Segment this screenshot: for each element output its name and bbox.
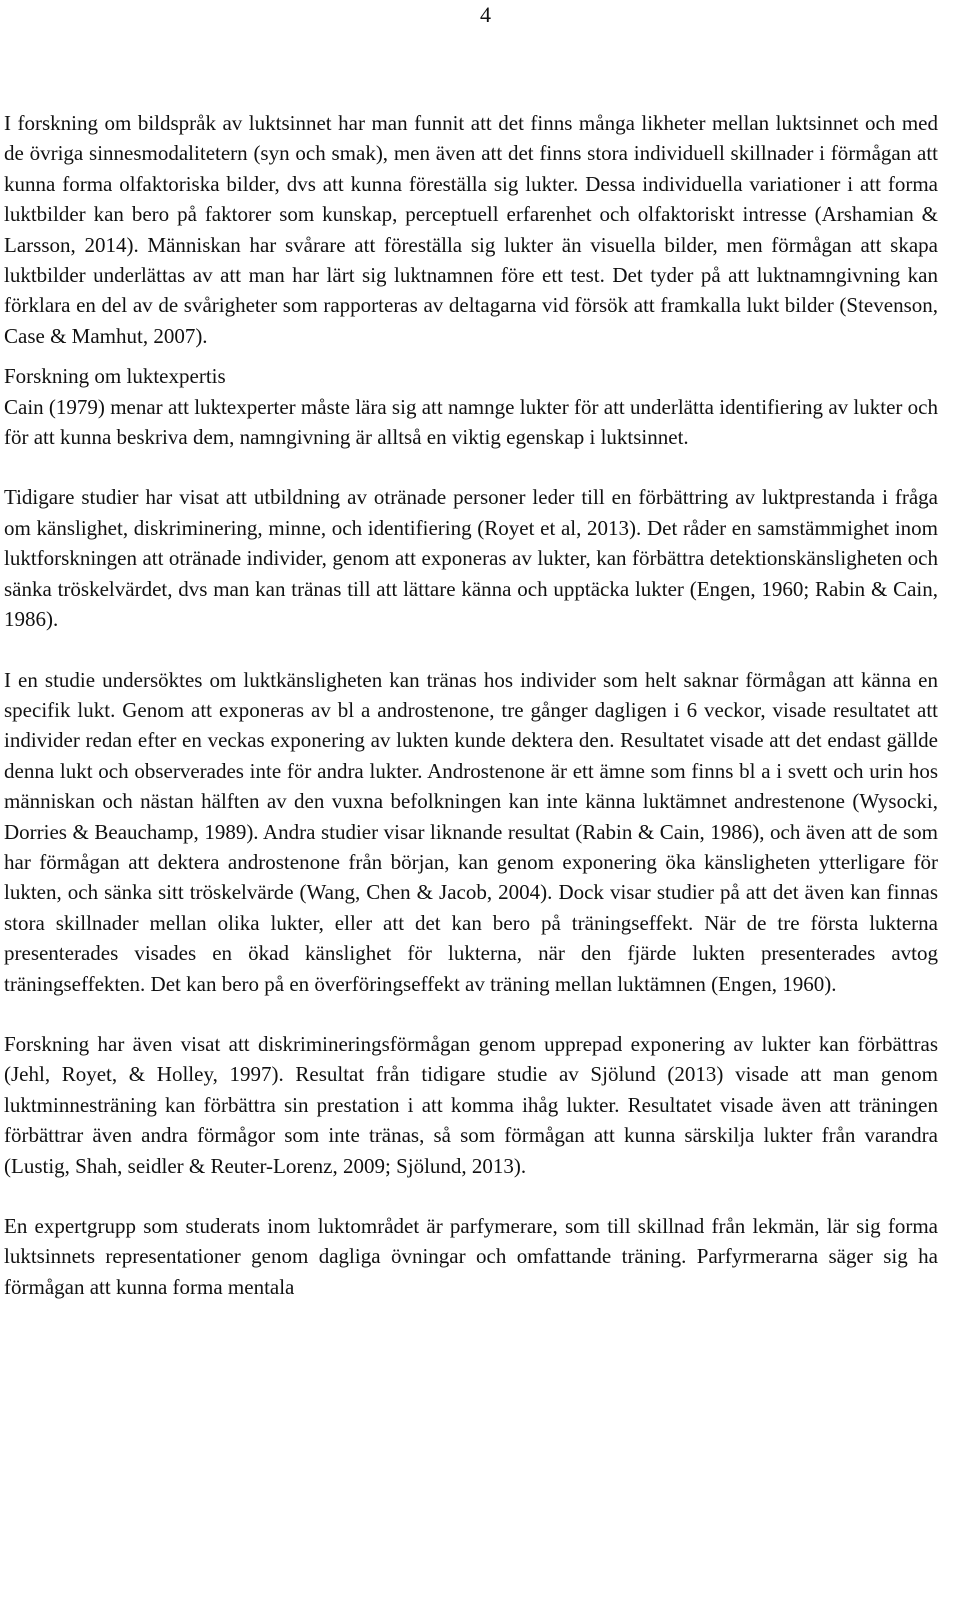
paragraph-spacer [4,1181,938,1211]
paragraph-androstenone-study: I en studie undersöktes om luktkänsligheten kan tränas hos individer som helt saknar förmågan att känna en specifik lukt. Genom att exponeras av bl a androstenone, tre gånger dagligen i 6 veckor, visade resultatet att individer redan efter en veckas exponering av lukten kunde dektera den. Resultatet visade att det endast gällde denna lukt och observerades inte för andra lukter. Androstenone är ett ämne som finns bl a i svett och urin hos människan och nästan hälften av den vuxna befolkningen kan inte känna luktämnet andrestenone (Wysocki, Dorries & Beauchamp, 1989). Andra studier visar liknande resultat (Rabin & Cain, 1986), och även att de som har förmågan att dektera androstenone från början, kan genom exponering öka känsligheten ytterligare för lukten, och sänka sitt tröskelvärde (Wang, Chen & Jacob, 2004). Dock visar studier på att det även kan finnas stora skillnader mellan olika lukter, eller att det kan bero på träningseffekt. När de tre första lukterna presenterades visades en ökad känslighet för lukterna, när den fjärde lukten presenterades avtog träningseffekten. Det kan bero på en överföringseffekt av träning mellan luktämnen (Engen, 1960). [4,667,938,996]
paragraph-spacer [4,635,938,665]
paragraph-olfactory-imagery: I forskning om bildspråk av luktsinnet har man funnit att det finns många likheter mellan luktsinnet och med de övriga sinnesmodalitetern (syn och smak), men även att det finns stora individuell skillnader i förmågan att kunna forma olfaktoriska bilder, dvs att kunna föreställa sig lukter. Dessa individuella variationer i att forma luktbilder kan bero på faktorer som kunskap, perceptuell erfarenhet och olfaktoriskt intresse (Arshamian & Larsson, 2014). Människan har svårare att föreställa sig lukter än visuella bilder, men förmågan att skapa luktbilder underlättas av att man har lärt sig luktnamnen före ett test. Det tyder på att luktnamngivning kan förklara en del av de svårigheter som rapporteras av deltagarna vid försök att framkalla lukt bilder (Stevenson, Case & Mamhut, 2007). [4,111,938,348]
paragraph-spacer [4,452,938,482]
paragraph-spacer [4,999,938,1029]
paragraph-discrimination-training: Forskning har även visat att diskrimineringsförmågan genom upprepad exponering av lukter kan förbättras (Jehl, Royet, & Holley, 1997). Resultat från tidigare studie av Sjölund (2013) visade att man genom luktminnesträning kan förbättra sin prestation i att komma ihåg lukter. Resultatet visade även att träningen förbättrar även andra förmågor som inte tränas, så som förmågan att kunna särskilja lukter från varandra (Lustig, Shah, seidler & Reuter-Lorenz, 2009; Sjölund, 2013). [4,1031,938,1178]
paragraph-training-studies: Tidigare studier har visat att utbildning av otränade personer leder till en förbättring av luktprestanda i fråga om känslighet, diskriminering, minne, och identifiering (Royet et al, 2013). Det råder en samstämmighet inom luktforskningen att otränade individer, genom att exponeras av lukter, kan förbättra detektionskänsligheten och sänka tröskelvärdet, dvs man kan tränas till att lättare känna och upptäcka lukter (Engen, 1960; Rabin & Cain, 1986). [4,485,938,632]
paragraph-cain-1979: Cain (1979) menar att luktexperter måste lära sig att namnge lukter för att underlätta identifiering av lukter och för att kunna beskriva dem, namngivning är alltså en viktig egenskap i luktsinnet. [4,394,938,450]
paragraph-perfumers: En expertgrupp som studerats inom luktområdet är parfymerare, som till skillnad från lekmän, lär sig forma luktsinnets representationer genom dagliga övningar och omfattande träning. Parfyrmerarna säger sig ha förmågan att kunna forma mentala [4,1214,938,1299]
page-body [4,108,938,1302]
section-heading: Forskning om luktexpertis [4,364,226,389]
paragraph-spacer [4,351,938,361]
page-number: 4 [480,2,491,27]
